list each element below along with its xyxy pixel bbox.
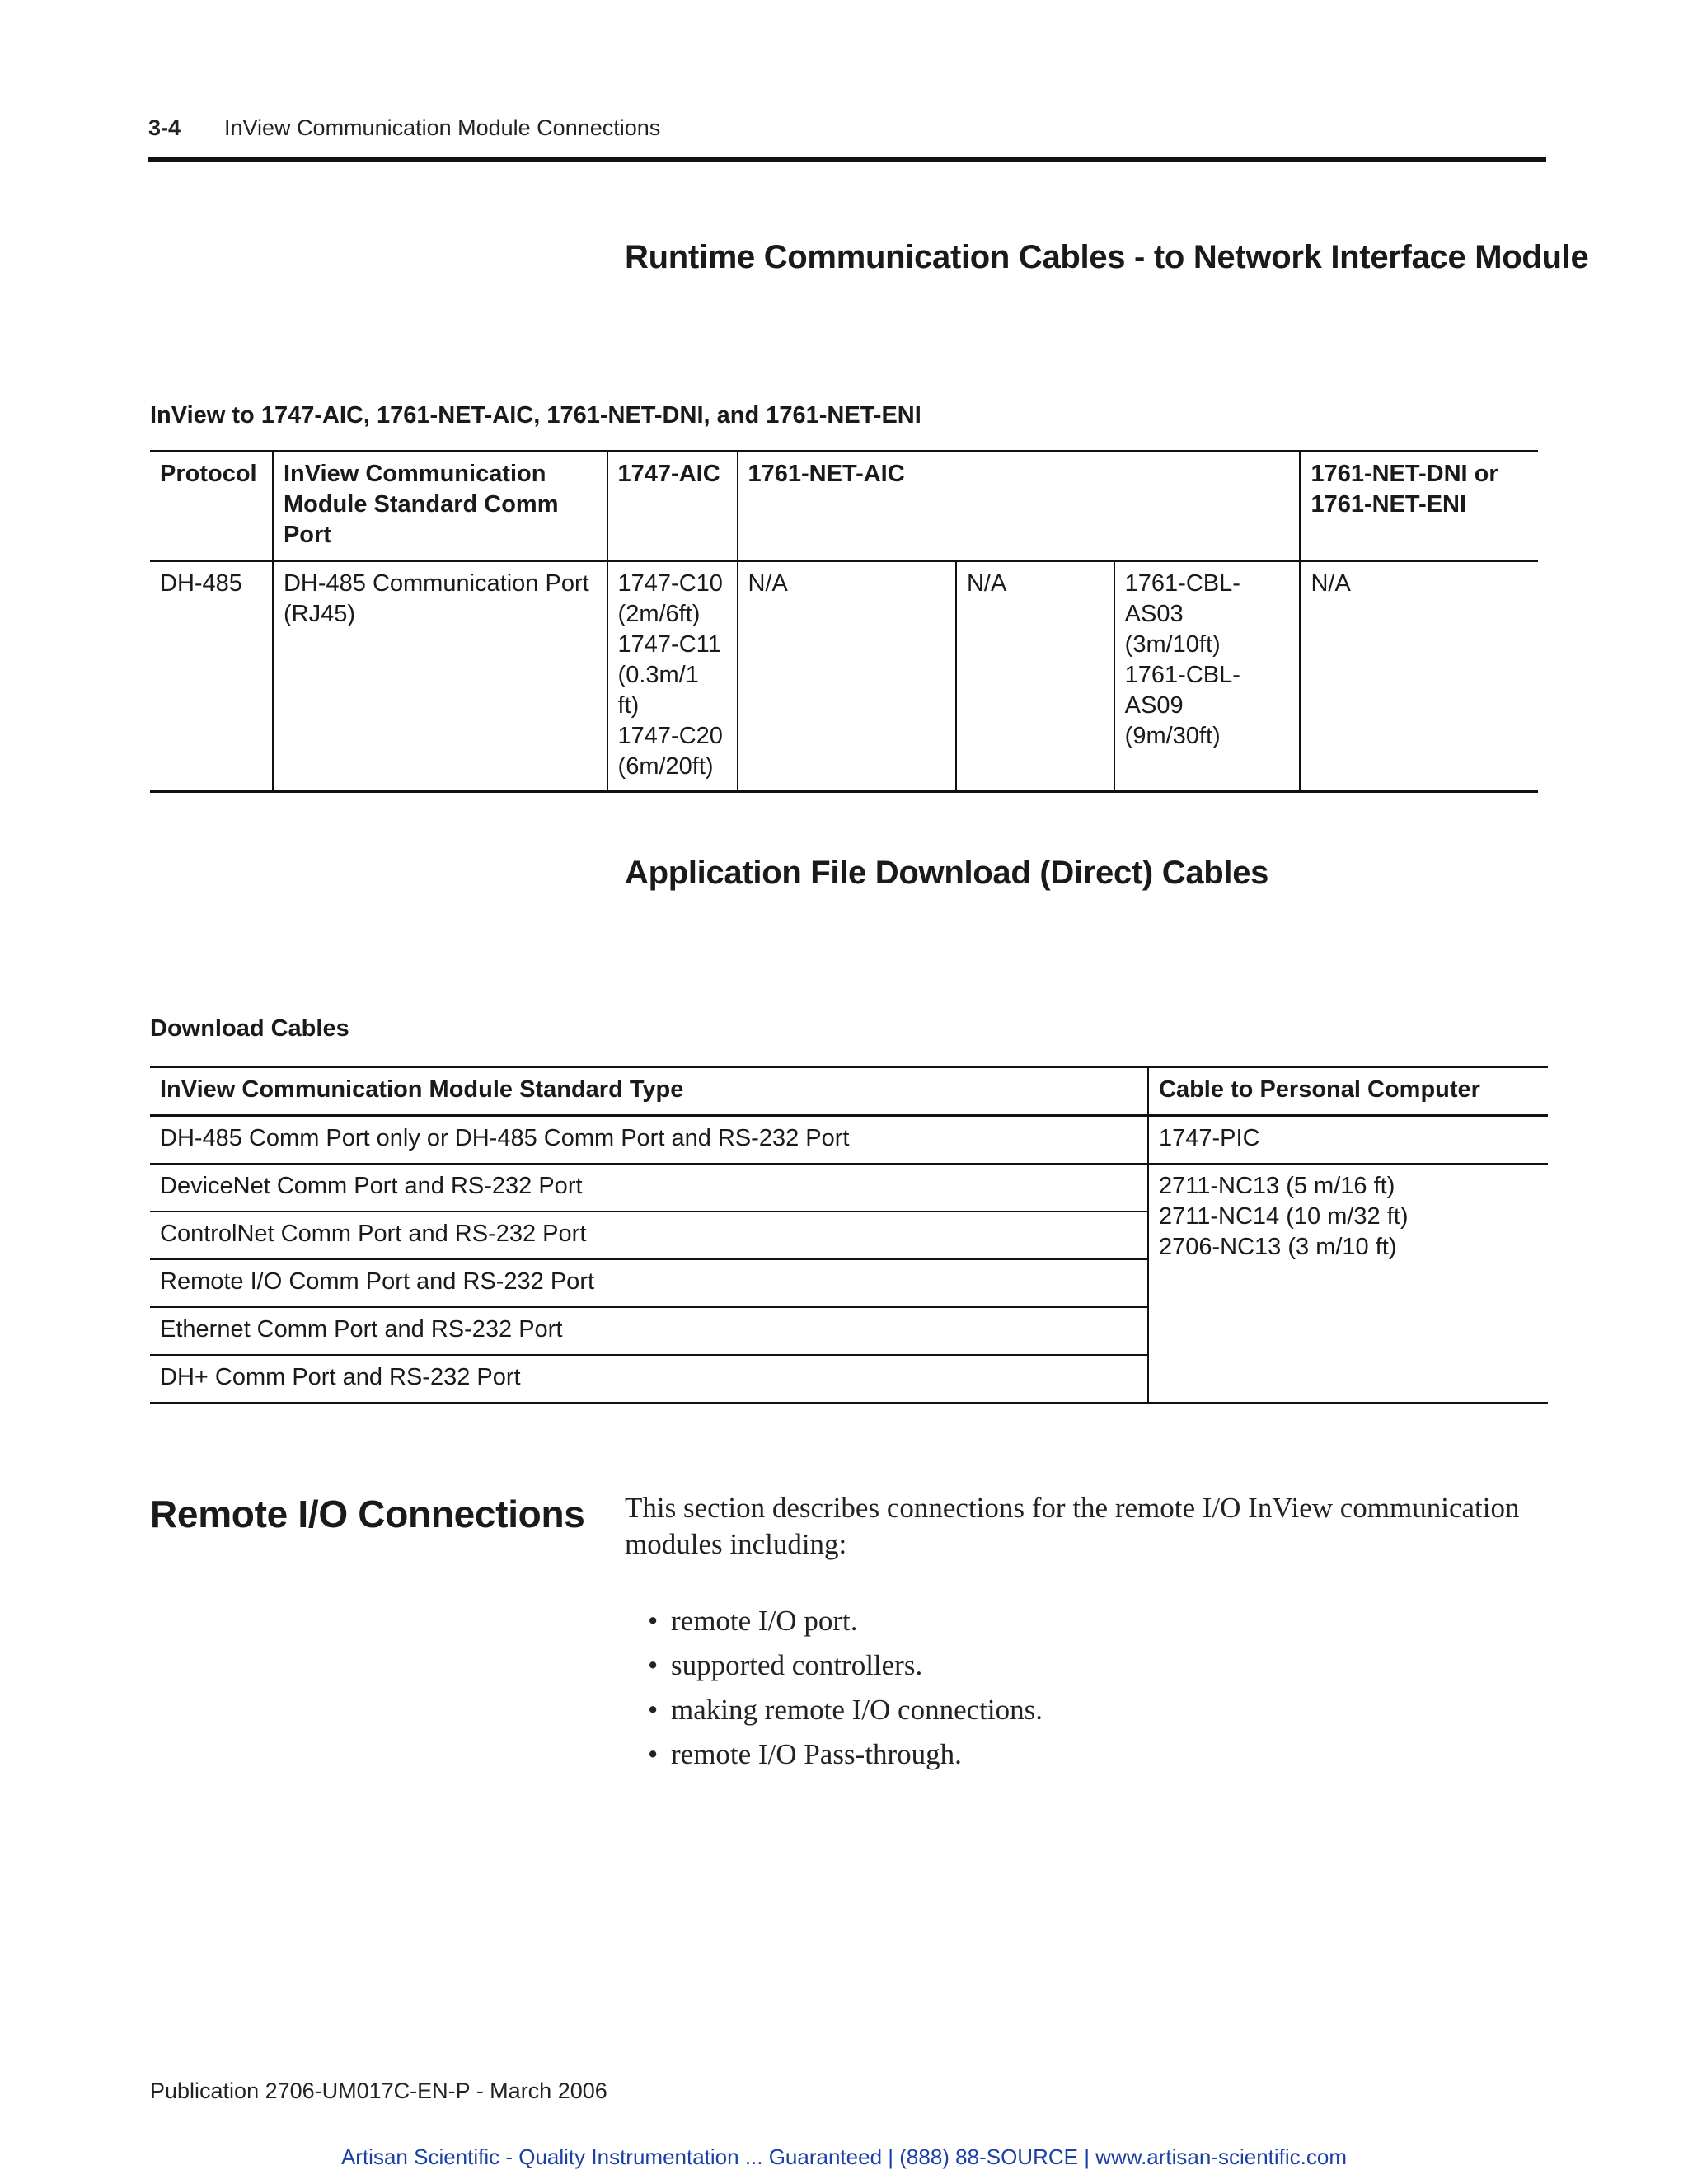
bullet-list <box>671 1599 1043 1777</box>
intro-paragraph: This section describes connections for the remote I/O InView communication modules including: <box>625 1492 1520 1560</box>
publication-footer: Publication 2706-UM017C-EN-P - March 2006 <box>150 2079 607 2103</box>
cell-1761-net-aic-c: 1761-CBL-AS03 (3m/10ft) 1761-CBL-AS09 (9m/30ft) <box>1114 561 1301 792</box>
col-header-comm-port: InView Communication Module Standard Comm Port <box>273 452 607 561</box>
chapter-title: InView Communication Module Connections <box>224 115 661 140</box>
cell-standard-type: DH-485 Comm Port only or DH-485 Comm Port and RS-232 Port <box>160 1125 850 1151</box>
section-heading-download-cables: Application File Download (Direct) Cables <box>625 855 1269 891</box>
cell-standard-type: Ethernet Comm Port and RS-232 Port <box>160 1316 563 1343</box>
col-header-protocol: Protocol <box>160 461 257 487</box>
cell-comm-port: DH-485 Communication Port (RJ45) <box>273 561 607 792</box>
vendor-banner: Artisan Scientific - Quality Instrumentation ... Guaranteed | (888) 88-SOURCE | www.artisan-scientific.com <box>340 2144 1348 2169</box>
list-item: • remote I/O Pass-through. <box>671 1732 1043 1777</box>
table-row <box>150 1116 1548 1165</box>
cell-standard-type: DH+ Comm Port and RS-232 Port <box>160 1364 521 1390</box>
cell-standard-type: Remote I/O Comm Port and RS-232 Port <box>160 1268 595 1295</box>
list-item: • supported controllers. <box>671 1643 1043 1688</box>
table-row <box>150 561 1538 792</box>
table-header-row <box>150 1067 1548 1116</box>
table-caption-download-cables: Download Cables <box>150 1015 349 1042</box>
col-header-standard-type: InView Communication Module Standard Type <box>160 1076 684 1103</box>
cell-protocol: DH-485 <box>160 570 242 597</box>
cell-1747-aic-cables: 1747-C10 (2m/6ft) 1747-C11 (0.3m/1 ft) 1747-C20 (6m/20ft) <box>607 561 738 792</box>
section-heading-runtime-cables: Runtime Communication Cables - to Network Interface Module <box>625 239 1589 275</box>
col-header-dni-eni: 1761-NET-DNI or 1761-NET-ENI <box>1300 452 1538 561</box>
cell-dni-eni: N/A <box>1300 561 1538 792</box>
col-header-cable-to-pc: Cable to Personal Computer <box>1148 1067 1548 1116</box>
cell-cable: 2711-NC13 (5 m/16 ft) 2711-NC14 (10 m/32 ft) 2706-NC13 (3 m/10 ft) <box>1148 1164 1548 1404</box>
cell-standard-type: DeviceNet Comm Port and RS-232 Port <box>160 1173 583 1199</box>
section-heading-remote-io: Remote I/O Connections <box>150 1493 585 1535</box>
cell-standard-type: ControlNet Comm Port and RS-232 Port <box>160 1221 587 1247</box>
cell-cable: 1747-PIC <box>1148 1116 1548 1165</box>
running-header <box>148 115 660 141</box>
header-rule <box>148 157 1546 162</box>
download-cables-table <box>150 1066 1548 1404</box>
table-row <box>150 1164 1548 1212</box>
cell-1761-net-aic-a: N/A <box>738 561 956 792</box>
runtime-cables-table <box>150 450 1538 793</box>
cell-1761-net-aic-b: N/A <box>956 561 1114 792</box>
table-header-row <box>150 452 1538 561</box>
page-number: 3-4 <box>148 115 181 140</box>
col-header-1761-net-aic: 1761-NET-AIC <box>738 452 1301 561</box>
col-header-1747-aic: 1747-AIC <box>607 452 738 561</box>
list-item: • making remote I/O connections. <box>671 1688 1043 1732</box>
list-item: • remote I/O port. <box>671 1599 1043 1643</box>
table-caption-runtime-cables: InView to 1747-AIC, 1761-NET-AIC, 1761-NET-DNI, and 1761-NET-ENI <box>150 402 921 429</box>
